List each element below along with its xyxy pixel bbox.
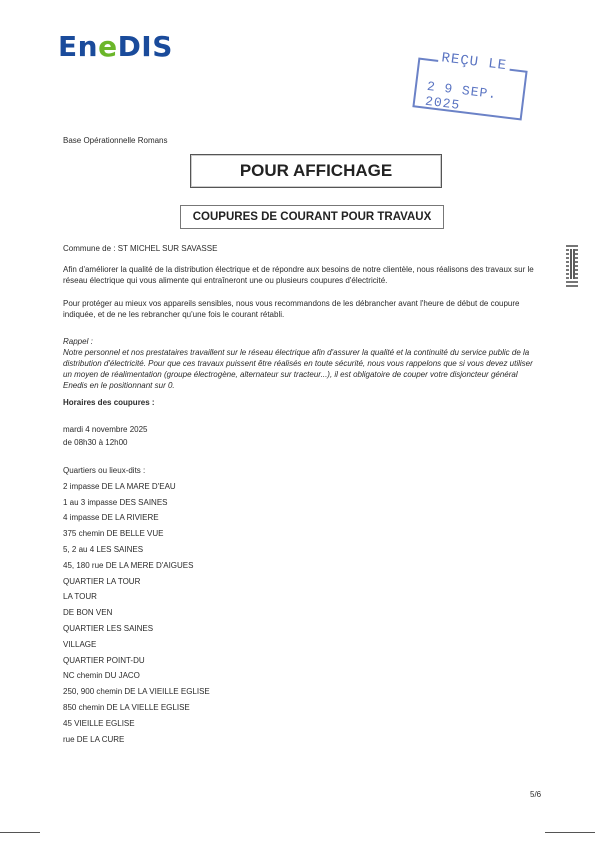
cut-time: de 08h30 à 12h00	[63, 438, 128, 447]
hours-title: Horaires des coupures :	[63, 398, 155, 407]
reminder-label: Rappel :	[63, 337, 93, 346]
page-subtitle: COUPURES DE COURANT POUR TRAVAUX	[180, 205, 444, 229]
scan-edge-mark-left	[0, 832, 40, 833]
list-item: 250, 900 chemin DE LA VIEILLE EGLISE	[63, 687, 210, 697]
enedis-logo: EneDIS	[58, 30, 173, 63]
reminder-paragraph: Notre personnel et nos prestataires travaillent sur le réseau électrique afin d'assurer la qualité et la continuité du service public de la distribution d'électricité. Pour que ces travaux puissent être réalisés en toute sécurité, nous vous rappelons que si vous devez utiliser un moyen de réalimentation (groupe électrogène, alternateur sur tracteur...), il est obligatoire de couper votre disjoncteur général Enedis en le positionnant sur 0.	[63, 348, 533, 390]
list-item: DE BON VEN	[63, 608, 113, 618]
page-number: 5/6	[530, 790, 542, 799]
list-item: 850 chemin DE LA VIELLE EGLISE	[63, 702, 190, 712]
list-item: NC chemin DU JACO	[63, 671, 140, 681]
list-item: 2 impasse DE LA MARE D'EAU	[63, 481, 176, 491]
stamp-date: 2 9 SEP. 2025	[424, 78, 498, 113]
list-item: LA TOUR	[63, 592, 97, 602]
places-title: Quartiers ou lieux-dits :	[63, 466, 146, 475]
page-title: POUR AFFICHAGE	[190, 154, 442, 188]
list-item: QUARTIER POINT-DU	[63, 655, 145, 665]
stamp-title: REÇU LE	[438, 50, 511, 75]
list-item: 45 VIEILLE EGLISE	[63, 718, 135, 728]
list-item: QUARTIER LES SAINES	[63, 623, 154, 633]
places-list	[63, 466, 210, 750]
scan-edge-mark-right	[545, 832, 595, 833]
list-item: rue DE LA CURE	[63, 734, 125, 744]
commune-line: Commune de : ST MICHEL SUR SAVASSE	[63, 244, 218, 253]
intro-paragraph: Afin d'améliorer la qualité de la distribution électrique et de répondre aux besoins de notre clientèle, nous réalisons des travaux sur le réseau électrique qui vous alimente qui entraîneront une ou plusieurs coupures d'électricité.	[63, 265, 534, 285]
list-item: 5, 2 au 4 LES SAINES	[63, 544, 144, 554]
list-item: VILLAGE	[63, 639, 97, 649]
received-stamp	[412, 50, 527, 120]
list-item: 45, 180 rue DE LA MERE D'AIGUES	[63, 560, 194, 570]
list-item: 4 impasse DE LA RIVIERE	[63, 513, 159, 523]
advice-paragraph: Pour protéger au mieux vos appareils sensibles, nous vous recommandons de les débrancher avant l'heure de début de coupure indiquée, et de ne les rebrancher qu'une fois le courant rétabli.	[63, 299, 520, 319]
barcode	[566, 243, 578, 287]
list-item: QUARTIER LA TOUR	[63, 576, 141, 586]
cut-date: mardi 4 novembre 2025	[63, 425, 148, 434]
list-item: 375 chemin DE BELLE VUE	[63, 529, 164, 539]
list-item: 1 au 3 impasse DES SAINES	[63, 497, 168, 507]
sender-name: Base Opérationnelle Romans	[63, 136, 168, 145]
